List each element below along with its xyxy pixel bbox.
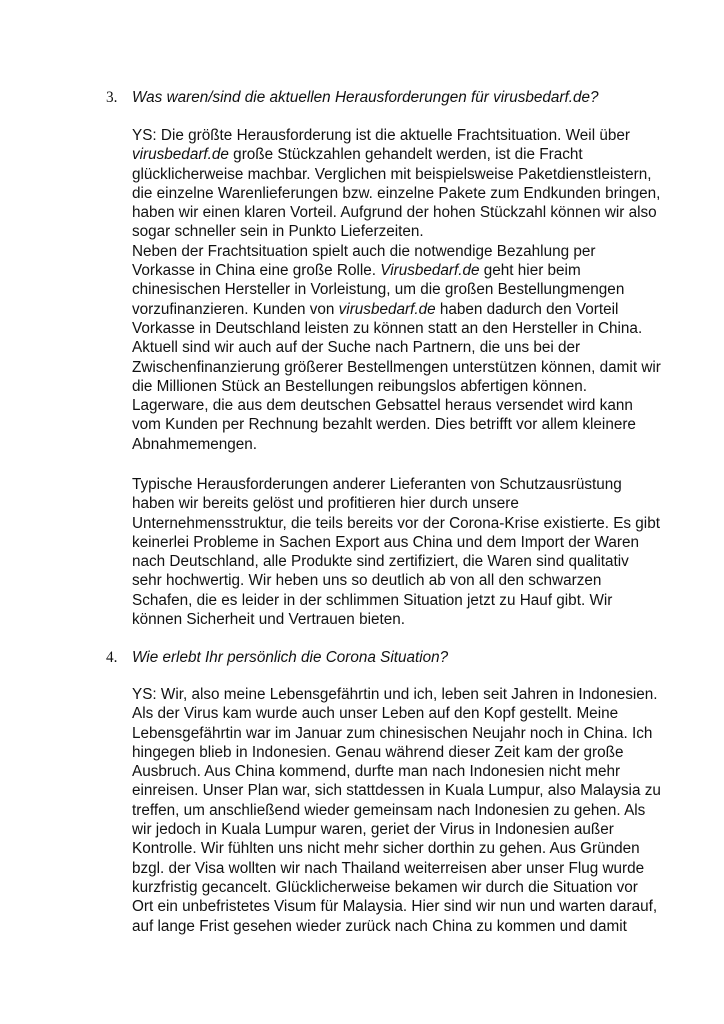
text-segment: Zwischenfinanzierung größerer Bestellmengen unterstützen können, damit wir — [132, 358, 661, 376]
text-segment: Vorkasse in Deutschland leisten zu können statt an den Hersteller in China. — [132, 319, 643, 337]
text-segment: die einzelne Warenlieferungen bzw. einzelne Pakete zum Endkunden bringen, — [132, 184, 661, 202]
text-line — [132, 165, 712, 184]
text-segment: vorzufinanzieren. Kunden von — [132, 300, 339, 318]
text-line — [132, 358, 712, 377]
question-3-text: Was waren/sind die aktuellen Herausforderungen für virusbedarf.de? — [132, 89, 599, 106]
answer-3-paragraph-1 — [132, 126, 712, 454]
text-line — [132, 319, 712, 338]
text-line — [132, 762, 712, 781]
text-line — [132, 552, 712, 571]
text-line — [132, 280, 712, 299]
text-segment: wir jedoch in Kuala Lumpur waren, geriet der Virus in Indonesien außer — [132, 821, 614, 839]
question-4-number: 4. — [106, 649, 118, 666]
text-line — [132, 222, 712, 241]
text-segment: kurzfristig gecancelt. Glücklicherweise bekamen wir durch die Situation vor — [132, 878, 638, 896]
text-line — [132, 610, 712, 629]
text-segment: auf lange Frist gesehen wieder zurück nach China zu kommen und damit — [132, 917, 627, 935]
text-line — [132, 917, 712, 936]
text-line — [132, 415, 712, 434]
text-line — [132, 184, 712, 203]
text-segment: Aktuell sind wir auch auf der Suche nach Partnern, die uns bei der — [132, 339, 581, 357]
text-segment: Ausbruch. Aus China kommend, durfte man nach Indonesien nicht mehr — [132, 763, 621, 781]
text-segment: die Millionen Stück an Bestellungen reibungslos abfertigen können. — [132, 377, 587, 395]
text-segment: Als der Virus kam wurde auch unser Leben auf den Kopf gestellt. Meine — [132, 705, 619, 723]
text-line — [132, 377, 712, 396]
text-segment: vom Kunden per Rechnung bezahlt werden. Dies betrifft vor allem kleinere — [132, 416, 636, 434]
text-segment: Lebensgefährtin war im Januar zum chinesischen Neujahr noch in China. Ich — [132, 724, 653, 742]
text-segment: sehr hochwertig. Wir heben uns so deutlich ab von all den schwarzen — [132, 572, 602, 590]
text-segment: große Stückzahlen gehandelt werden, ist die Fracht — [228, 146, 583, 164]
text-line — [132, 839, 712, 858]
text-segment: hingegen blieb in Indonesien. Genau während dieser Zeit kam der große — [132, 743, 624, 761]
text-line — [132, 261, 712, 280]
text-line — [132, 514, 712, 533]
italic-term: Virusbedarf.de — [380, 262, 480, 280]
text-line — [132, 145, 712, 164]
text-line — [132, 242, 712, 261]
text-line — [132, 743, 712, 762]
question-3-heading — [106, 88, 686, 108]
text-segment: treffen, um anschließend wieder gemeinsam nach Indonesien zu gehen. Als — [132, 801, 646, 819]
text-segment: Abnahmemengen. — [132, 435, 258, 453]
italic-term: virusbedarf.de — [338, 300, 436, 318]
text-segment: Typische Herausforderungen anderer Lieferanten von Schutzausrüstung — [132, 476, 622, 493]
text-segment: keinerlei Probleme in Sachen Export aus China und dem Import der Waren — [132, 533, 640, 551]
text-line — [132, 878, 712, 897]
text-segment: Ort ein unbefristetes Visum für Malaysia. Hier sind wir nun und warten darauf, — [132, 898, 658, 916]
text-line — [132, 126, 712, 145]
text-line — [132, 820, 712, 839]
text-line — [132, 435, 712, 454]
text-line — [132, 203, 712, 222]
question-4-heading — [106, 648, 686, 668]
text-line — [132, 338, 712, 357]
text-line — [132, 724, 712, 743]
text-segment: Lagerware, die aus dem deutschen Gebsattel heraus versendet wird kann — [132, 397, 633, 415]
text-segment: nach Deutschland, alle Produkte sind zertifiziert, die Waren sind qualitativ — [132, 553, 629, 571]
text-segment: einreisen. Unser Plan war, sich stattdessen in Kuala Lumpur, also Malaysia zu — [132, 782, 661, 800]
text-line — [132, 571, 712, 590]
text-segment: sogar schneller sein in Punkto Lieferzeiten. — [132, 223, 424, 241]
answer-4-paragraph-1 — [132, 685, 712, 936]
text-line — [132, 897, 712, 916]
text-segment: haben wir einen klaren Vorteil. Aufgrund der hohen Stückzahl können wir also — [132, 204, 657, 222]
text-line — [132, 704, 712, 723]
text-segment: Neben der Frachtsituation spielt auch die notwendige Bezahlung per — [132, 242, 596, 260]
text-segment: bzgl. der Visa wollten wir nach Thailand weiterreisen aber unser Flug wurde — [132, 859, 645, 877]
text-segment: YS: Die größte Herausforderung ist die aktuelle Frachtsituation. Weil über — [132, 127, 630, 144]
italic-term: virusbedarf.de — [132, 146, 229, 164]
text-segment: können Sicherheit und Vertrauen bieten. — [132, 611, 405, 629]
text-segment: Vorkasse in China eine große Rolle. — [132, 262, 381, 280]
text-segment: Kontrolle. Wir fühlten uns nicht mehr sicher dorthin zu gehen. Aus Gründen — [132, 840, 640, 858]
text-line — [132, 859, 712, 878]
text-segment: geht hier beim — [479, 262, 581, 280]
text-segment: glücklicherweise machbar. Verglichen mit beispielsweise Paketdienstleistern, — [132, 165, 652, 183]
text-line — [132, 801, 712, 820]
text-line — [132, 685, 712, 704]
text-line — [132, 396, 712, 415]
text-line — [132, 781, 712, 800]
text-segment: Schafen, die es leider in der schlimmen Situation jetzt zu Hauf gibt. Wir — [132, 591, 613, 609]
answer-3-paragraph-2 — [132, 475, 712, 629]
text-segment: chinesischen Hersteller in Vorleistung, um die großen Bestellungmengen — [132, 281, 625, 299]
text-segment: haben wir bereits gelöst und profitieren hier durch unsere — [132, 495, 519, 513]
text-line — [132, 533, 712, 552]
text-segment: YS: Wir, also meine Lebensgefährtin und ich, leben seit Jahren in Indonesien. — [132, 686, 658, 703]
text-line — [132, 494, 712, 513]
text-line — [132, 591, 712, 610]
text-segment: Unternehmensstruktur, die teils bereits vor der Corona-Krise existierte. Es gibt — [132, 514, 660, 532]
text-line — [132, 300, 712, 319]
question-4-text: Wie erlebt Ihr persönlich die Corona Situation? — [132, 649, 449, 666]
question-3-number: 3. — [106, 89, 118, 106]
text-segment: haben dadurch den Vorteil — [435, 300, 619, 318]
text-line — [132, 475, 712, 494]
